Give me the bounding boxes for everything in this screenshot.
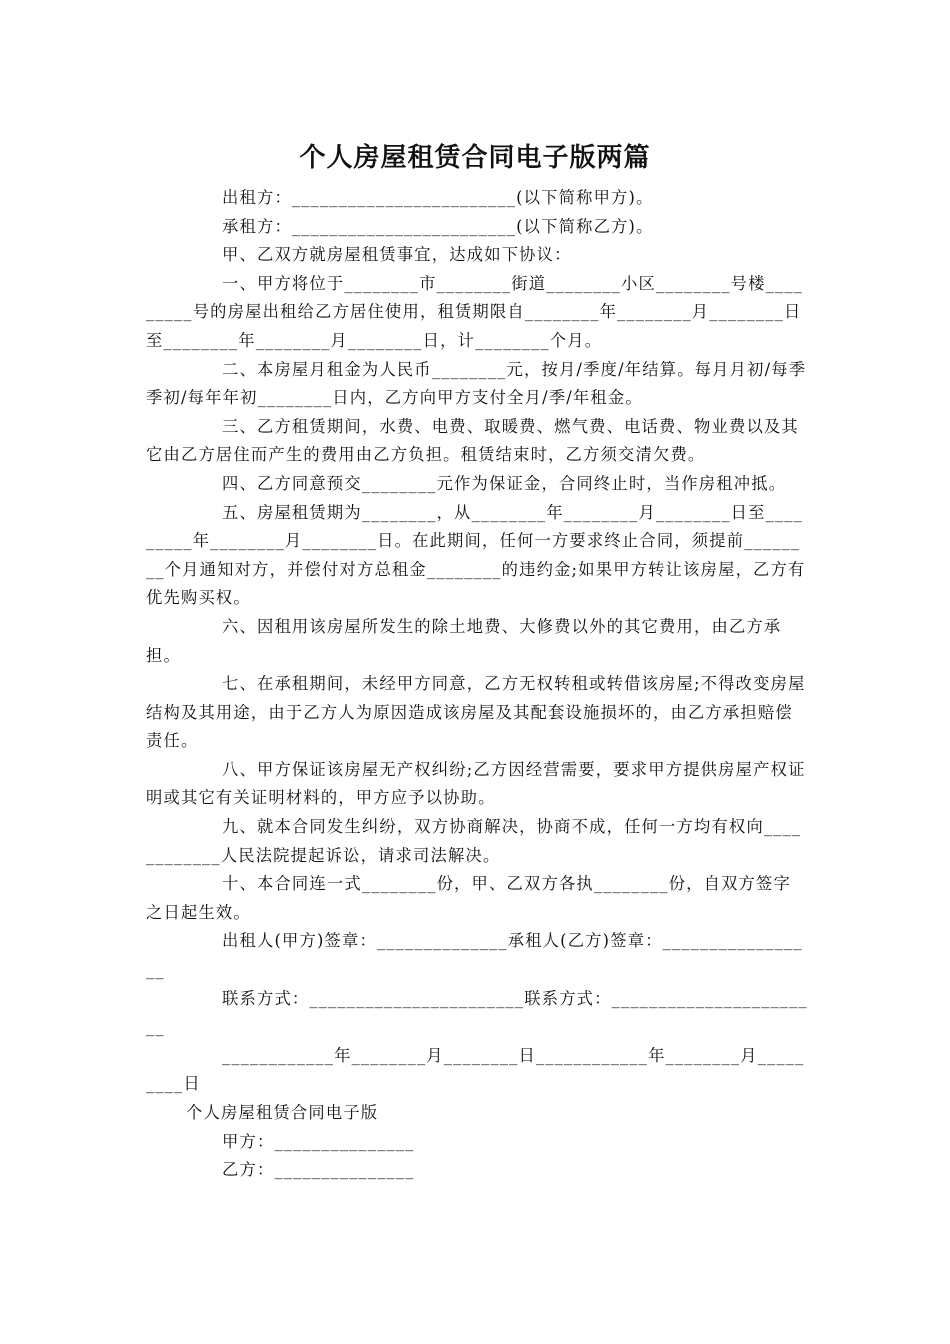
- contact-line: 联系方式：_______________________联系方式：_______________________: [146, 988, 808, 1037]
- clause-8: 八、甲方保证该房屋无产权纠纷;乙方因经营需要，要求甲方提供房屋产权证明或其它有关证明材料的，甲方应予以协助。: [146, 759, 806, 808]
- lessee-line: 承租方：________________________(以下简称乙方)。: [222, 216, 654, 236]
- clause-6: 六、因租用该房屋所发生的除土地费、大修费以外的其它费用，由乙方承担。: [146, 616, 782, 665]
- signature-line: 出租人(甲方)签章：______________承租人(乙方)签章：_________________: [146, 931, 803, 980]
- clause-7: 七、在承租期间，未经甲方同意，乙方无权转租或转借该房屋;不得改变房屋结构及其用途，由于乙方人为原因造成该房屋及其配套设施损坏的，由乙方承担赔偿责任。: [146, 674, 806, 751]
- lessor-line: 出租方：________________________(以下简称甲方)。: [222, 188, 654, 207]
- clause-9: 九、就本合同发生纠纷，双方协商解决，协商不成，任何一方均有权向____________人民法院提起诉讼，请求司法解决。: [146, 817, 802, 865]
- clause-10: 十、本合同连一式________份，甲、乙双方各执________份，自双方签字之日起生效。: [146, 874, 792, 922]
- clause-3: 三、乙方租赁期间，水费、电费、取暖费、燃气费、电话费、物业费以及其它由乙方居住而产生的费用由乙方负担。租赁结束时，乙方须交清欠费。: [146, 416, 799, 465]
- page-title: 个人房屋租赁合同电子版两篇: [299, 143, 651, 173]
- clause-2: 二、本房屋月租金为人民币________元，按月/季度/年结算。每月月初/每季季初/每年年初________日内，乙方向甲方支付全月/季/年租金。: [146, 359, 807, 408]
- party-a-line: 甲方：_______________: [222, 1131, 415, 1151]
- clause-5: 五、房屋租赁期为________，从________年________月________日至_________年________月________日。在此期间，任何一方要求终止合同，须提前________个月通知对方，并偿付对方总租金________的违约金;如果甲方转让该房屋，乙方有优先购买权。: [146, 502, 806, 608]
- party-b-line: 乙方：_______________: [222, 1160, 415, 1180]
- intro-paragraph: 甲、乙双方就房屋租赁事宜，达成如下协议：: [222, 245, 572, 265]
- clause-4: 四、乙方同意预交________元作为保证金，合同终止时，当作房租冲抵。: [222, 473, 787, 493]
- date-line: ____________年________月________日____________年________月_________日: [146, 1045, 805, 1094]
- clause-1: 一、甲方将位于________市________街道________小区________号楼_________号的房屋出租给乙方居住使用，租赁期限自________年________月________日至________年________月________日，计________个月。: [146, 273, 804, 350]
- second-contract-title: 个人房屋租赁合同电子版: [186, 1103, 379, 1122]
- contract-body: [146, 184, 808, 1185]
